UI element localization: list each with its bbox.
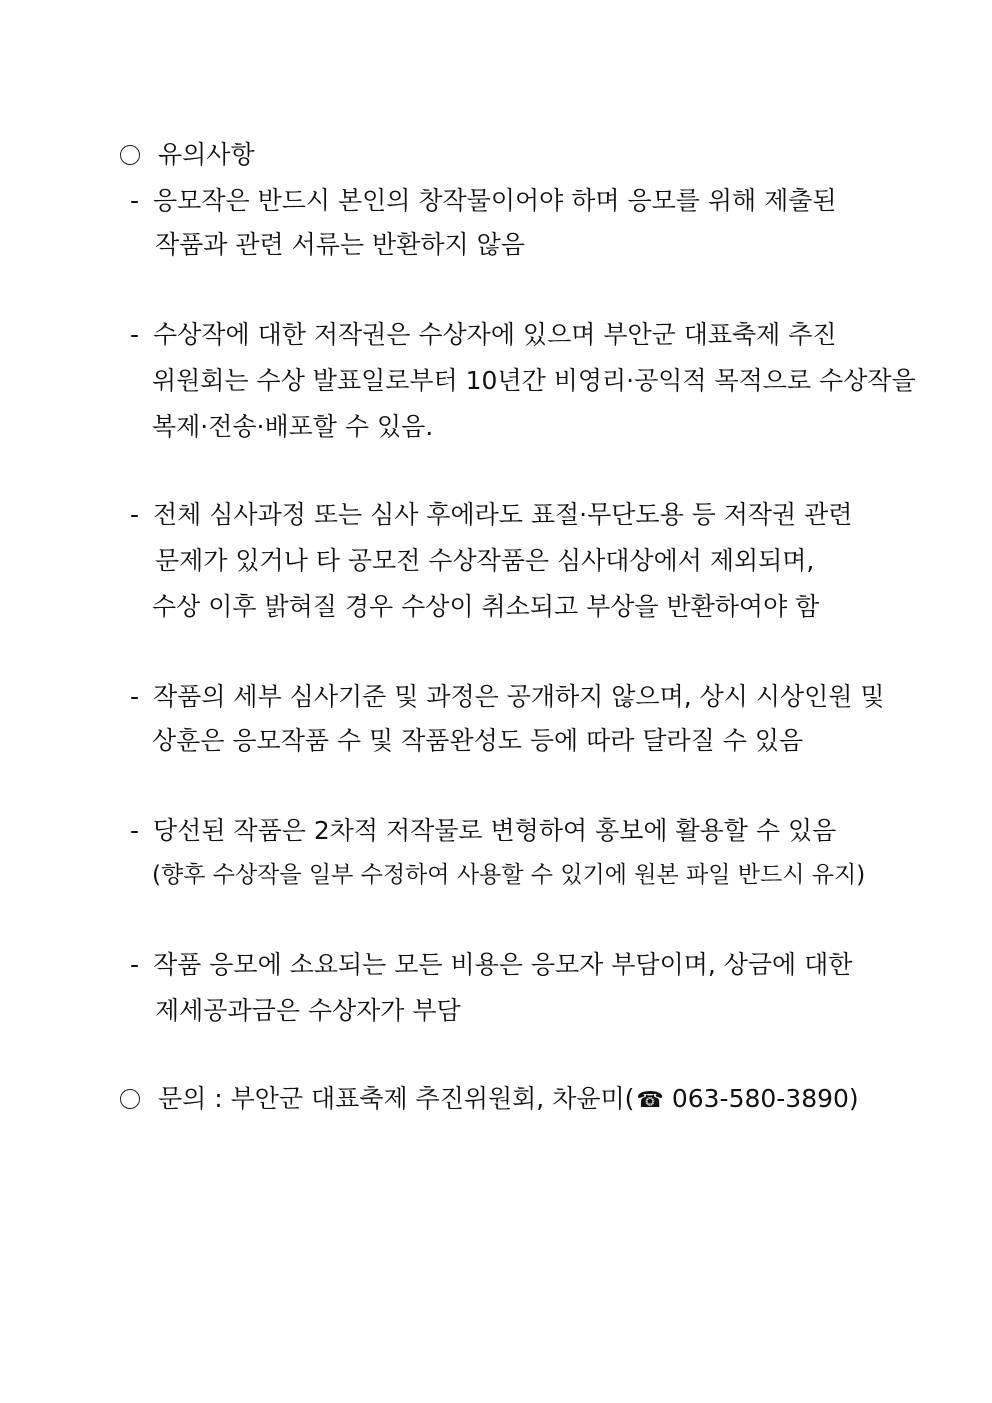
notice-item-4-line-1: - 작품의 세부 심사기준 및 과정은 공개하지 않으며, 상시 시상인원 및 (130, 680, 885, 714)
notice-item-2-line-1: - 수상작에 대한 저작권은 수상자에 있으며 부안군 대표축제 추진 (130, 318, 837, 352)
notice-item-5-line-2: (향후 수상작을 일부 수정하여 사용할 수 있기에 원본 파일 반드시 유지) (152, 862, 866, 888)
notice-item-4-line-2: 상훈은 응모작품 수 및 작품완성도 등에 따라 달라질 수 있음 (152, 726, 804, 755)
notice-item-2-line-3: 복제·전송·배포할 수 있음. (152, 412, 434, 441)
contact-phone: 063-580-3890) (671, 1084, 859, 1113)
notice-item-3-line-3: 수상 이후 밝혀질 경우 수상이 취소되고 부상을 반환하여야 함 (152, 592, 820, 621)
notice-item-5-line-1: - 당선된 작품은 2차적 저작물로 변형하여 홍보에 활용할 수 있음 (130, 814, 836, 848)
dash-marker: - (130, 320, 140, 349)
dash-marker: - (130, 950, 140, 979)
notice-item-3-line-1: - 전체 심사과정 또는 심사 후에라도 표절·무단도용 등 저작권 관련 (130, 498, 852, 532)
notice-item-3-line-2: 문제가 있거나 타 공모전 수상작품은 심사대상에서 제외되며, (155, 546, 815, 575)
notice-item-1-line-1: - 응모작은 반드시 본인의 창작물이어야 하며 응모를 위해 제출된 (130, 184, 837, 218)
dash-marker: - (130, 682, 140, 711)
phone-icon: ☎ (636, 1088, 664, 1113)
dash-marker: - (130, 500, 140, 529)
notice-heading: 유의사항 (120, 138, 255, 172)
circle-bullet-icon (120, 1089, 140, 1109)
notice-item-6-line-1: - 작품 응모에 소요되는 모든 비용은 응모자 부담이며, 상금에 대한 (130, 948, 852, 982)
contact-label: 문의 : 부안군 대표축제 추진위원회, 차윤미( (158, 1084, 635, 1113)
contact-line (120, 1082, 859, 1118)
notice-item-2-line-2: 위원회는 수상 발표일로부터 10년간 비영리·공익적 목적으로 수상작을 (152, 366, 916, 395)
dash-marker: - (130, 816, 140, 845)
circle-bullet-icon (120, 145, 140, 165)
dash-marker: - (130, 186, 140, 215)
notice-item-6-line-2: 제세공과금은 수상자가 부담 (155, 996, 461, 1025)
notice-item-1-line-2: 작품과 관련 서류는 반환하지 않음 (155, 230, 525, 259)
